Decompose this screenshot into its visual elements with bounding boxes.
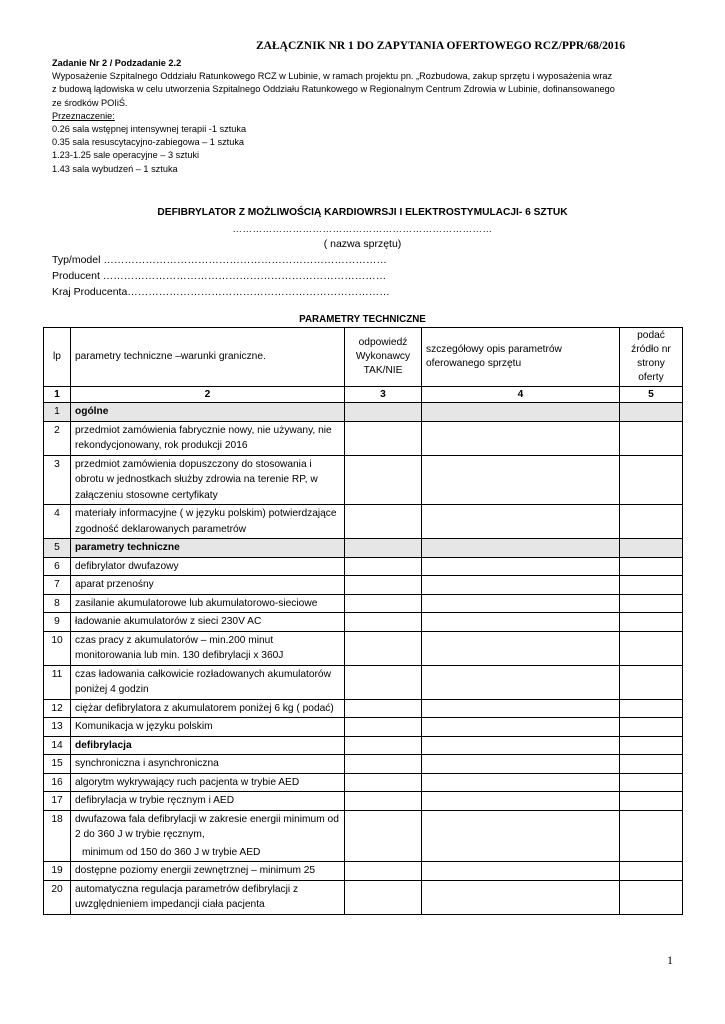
answer-cell[interactable] bbox=[345, 557, 422, 576]
row-parameter: przedmiot zamówienia dopuszczony do stosowania i obrotu w jednostkach służby zdrowia na terenie RP, w załączeniu stosowne certyfikaty bbox=[71, 455, 345, 505]
answer-cell[interactable] bbox=[345, 594, 422, 613]
row-lp: 3 bbox=[44, 455, 71, 505]
purpose-label: Przeznaczenie: bbox=[52, 110, 115, 121]
table-row bbox=[44, 403, 683, 422]
row-lp: 16 bbox=[44, 773, 71, 792]
purpose-item: 0.35 sala resuscytacyjno-zabiegowa – 1 sztuka bbox=[52, 137, 245, 148]
table-row bbox=[44, 539, 683, 558]
row-lp: 20 bbox=[44, 880, 71, 914]
row-parameter: materiały informacyjne ( w języku polskim) potwierdzające zgodność deklarowanych parametrów bbox=[71, 505, 345, 539]
table-row bbox=[44, 736, 683, 755]
device-name-dots: …………………………………………………………………… bbox=[232, 224, 493, 235]
row-lp: 18 bbox=[44, 810, 71, 862]
answer-cell[interactable] bbox=[345, 539, 422, 558]
description-cell[interactable] bbox=[422, 665, 620, 699]
column-number: 1 bbox=[44, 387, 71, 403]
source-cell[interactable] bbox=[620, 613, 683, 632]
description-cell[interactable] bbox=[422, 755, 620, 774]
table-row bbox=[44, 718, 683, 737]
row-lp: 5 bbox=[44, 539, 71, 558]
description-cell[interactable] bbox=[422, 557, 620, 576]
table-row bbox=[44, 576, 683, 595]
producer-country-field: Kraj Producenta………………………………………………………………… bbox=[52, 286, 390, 298]
row-lp: 2 bbox=[44, 421, 71, 455]
description-line: Wyposażenie Szpitalnego Oddziału Ratunkowego RCZ w Lubinie, w ramach projektu pn. „Rozbudowa, zakup sprzętu i wyposażenia wraz bbox=[52, 71, 613, 82]
page-number: 1 bbox=[667, 953, 673, 967]
row-lp: 7 bbox=[44, 576, 71, 595]
table-row bbox=[44, 421, 683, 455]
source-cell[interactable] bbox=[620, 421, 683, 455]
row-parameter: czas ładowania całkowicie rozładowanych akumulatorów poniżej 4 godzin bbox=[71, 665, 345, 699]
header-lp: lp bbox=[44, 328, 71, 387]
header-parameters: parametry techniczne –warunki graniczne. bbox=[71, 328, 345, 387]
column-number-row bbox=[44, 387, 683, 403]
answer-cell[interactable] bbox=[345, 773, 422, 792]
producer-field: Producent ……………………………………………………………………… bbox=[52, 270, 387, 282]
row-parameter: ładowanie akumulatorów z sieci 230V AC bbox=[71, 613, 345, 632]
source-cell[interactable] bbox=[620, 665, 683, 699]
row-parameter-continued: minimum od 150 do 360 J w trybie AED bbox=[82, 846, 261, 858]
row-parameter: defibrylacja w trybie ręcznym i AED bbox=[71, 792, 345, 811]
header-answer: odpowiedź Wykonawcy TAK/NIE bbox=[345, 328, 422, 387]
description-cell[interactable] bbox=[422, 810, 620, 862]
description-cell[interactable] bbox=[422, 594, 620, 613]
row-parameter: algorytm wykrywający ruch pacjenta w trybie AED bbox=[71, 773, 345, 792]
source-cell[interactable] bbox=[620, 736, 683, 755]
row-lp: 14 bbox=[44, 736, 71, 755]
source-cell[interactable] bbox=[620, 539, 683, 558]
row-parameter: aparat przenośny bbox=[71, 576, 345, 595]
table-header-row bbox=[44, 328, 683, 387]
row-parameter-multi bbox=[71, 810, 345, 862]
column-number: 2 bbox=[71, 387, 345, 403]
source-cell[interactable] bbox=[620, 862, 683, 881]
row-parameter: synchroniczna i asynchroniczna bbox=[71, 755, 345, 774]
answer-cell[interactable] bbox=[345, 862, 422, 881]
table-row bbox=[44, 699, 683, 718]
description-line: z budową lądowiska w celu utworzenia Szpitalnego Oddziału Ratunkowego w Regionalnym Centrum Zdrowia w Lubinie, dofinansowanego bbox=[52, 84, 615, 95]
row-lp: 1 bbox=[44, 403, 71, 422]
answer-cell[interactable] bbox=[345, 755, 422, 774]
source-cell[interactable] bbox=[620, 755, 683, 774]
purpose-item: 1.23-1.25 sale operacyjne – 3 sztuki bbox=[52, 150, 200, 161]
row-lp: 15 bbox=[44, 755, 71, 774]
row-parameter: czas pracy z akumulatorów – min.200 minut monitorowania lub min. 130 defibrylacji x 360J bbox=[71, 631, 345, 665]
row-lp: 19 bbox=[44, 862, 71, 881]
description-cell[interactable] bbox=[422, 862, 620, 881]
table-row bbox=[44, 792, 683, 811]
column-number: 3 bbox=[345, 387, 422, 403]
source-cell[interactable] bbox=[620, 810, 683, 862]
row-lp: 6 bbox=[44, 557, 71, 576]
source-cell[interactable] bbox=[620, 880, 683, 914]
description-cell[interactable] bbox=[422, 718, 620, 737]
description-cell[interactable] bbox=[422, 576, 620, 595]
row-parameter: ogólne bbox=[71, 403, 345, 422]
row-parameter: parametry techniczne bbox=[71, 539, 345, 558]
source-cell[interactable] bbox=[620, 699, 683, 718]
table-row bbox=[44, 557, 683, 576]
row-parameter: przedmiot zamówienia fabrycznie nowy, nie używany, nie rekondycjonowany, rok produkcji 2016 bbox=[71, 421, 345, 455]
table-row bbox=[44, 505, 683, 539]
purpose-item: 1.43 sala wybudzeń – 1 sztuka bbox=[52, 163, 178, 174]
device-title: DEFIBRYLATOR Z MOŻLIWOŚCIĄ KARDIOWRSJI I ELEKTROSTYMULACJI- 6 SZTUK bbox=[157, 207, 568, 218]
description-line: ze środków POIiŚ. bbox=[52, 97, 128, 108]
table-row bbox=[44, 773, 683, 792]
answer-cell[interactable] bbox=[345, 810, 422, 862]
answer-cell[interactable] bbox=[345, 736, 422, 755]
table-row bbox=[44, 665, 683, 699]
source-cell[interactable] bbox=[620, 455, 683, 505]
row-lp: 9 bbox=[44, 613, 71, 632]
answer-cell[interactable] bbox=[345, 576, 422, 595]
source-cell[interactable] bbox=[620, 792, 683, 811]
answer-cell[interactable] bbox=[345, 665, 422, 699]
description-cell[interactable] bbox=[422, 613, 620, 632]
row-lp: 12 bbox=[44, 699, 71, 718]
task-label: Zadanie Nr 2 / Podzadanie 2.2 bbox=[52, 58, 182, 68]
table-row bbox=[44, 810, 683, 862]
answer-cell[interactable] bbox=[345, 792, 422, 811]
description-cell[interactable] bbox=[422, 699, 620, 718]
source-cell[interactable] bbox=[620, 631, 683, 665]
purpose-item: 0.26 sala wstępnej intensywnej terapii -1 sztuka bbox=[52, 124, 247, 135]
source-cell[interactable] bbox=[620, 557, 683, 576]
column-number: 5 bbox=[620, 387, 683, 403]
answer-cell[interactable] bbox=[345, 613, 422, 632]
description-cell[interactable] bbox=[422, 539, 620, 558]
type-model-field: Typ/model ……………………………………………………………………… bbox=[52, 254, 387, 266]
intro-section bbox=[52, 57, 680, 176]
table-row bbox=[44, 862, 683, 881]
table-row bbox=[44, 880, 683, 914]
source-cell[interactable] bbox=[620, 718, 683, 737]
row-lp: 17 bbox=[44, 792, 71, 811]
answer-cell[interactable] bbox=[345, 403, 422, 422]
source-cell[interactable] bbox=[620, 505, 683, 539]
header-source: podać źródło nr strony oferty bbox=[620, 328, 683, 387]
row-lp: 13 bbox=[44, 718, 71, 737]
source-cell[interactable] bbox=[620, 594, 683, 613]
row-parameter: defibrylator dwufazowy bbox=[71, 557, 345, 576]
answer-cell[interactable] bbox=[345, 718, 422, 737]
source-cell[interactable] bbox=[620, 576, 683, 595]
row-parameter: dwufazowa fala defibrylacji w zakresie energii minimum od 2 do 360 J w trybie ręcznym, bbox=[75, 813, 339, 840]
table-row bbox=[44, 455, 683, 505]
row-parameter: zasilanie akumulatorowe lub akumulatorowo-sieciowe bbox=[71, 594, 345, 613]
row-parameter: defibrylacja bbox=[71, 736, 345, 755]
description-cell[interactable] bbox=[422, 792, 620, 811]
answer-cell[interactable] bbox=[345, 880, 422, 914]
description-cell[interactable] bbox=[422, 421, 620, 455]
answer-cell[interactable] bbox=[345, 699, 422, 718]
description-cell[interactable] bbox=[422, 631, 620, 665]
answer-cell[interactable] bbox=[345, 455, 422, 505]
answer-cell[interactable] bbox=[345, 505, 422, 539]
row-lp: 11 bbox=[44, 665, 71, 699]
document-title: ZAŁĄCZNIK NR 1 DO ZAPYTANIA OFERTOWEGO RCZ/PPR/68/2016 bbox=[256, 40, 626, 52]
row-lp: 8 bbox=[44, 594, 71, 613]
description-cell[interactable] bbox=[422, 403, 620, 422]
answer-cell[interactable] bbox=[345, 631, 422, 665]
row-parameter: ciężar defibrylatora z akumulatorem poniżej 6 kg ( podać) bbox=[71, 699, 345, 718]
source-cell[interactable] bbox=[620, 403, 683, 422]
row-parameter: automatyczna regulacja parametrów defibrylacji z uwzględnieniem impedancji ciała pacjenta bbox=[71, 880, 345, 914]
column-number: 4 bbox=[422, 387, 620, 403]
description-cell[interactable] bbox=[422, 773, 620, 792]
table-row bbox=[44, 631, 683, 665]
device-name-label: ( nazwa sprzętu) bbox=[323, 238, 402, 250]
row-lp: 4 bbox=[44, 505, 71, 539]
description-cell[interactable] bbox=[422, 455, 620, 505]
table-row bbox=[44, 613, 683, 632]
description-cell[interactable] bbox=[422, 880, 620, 914]
row-parameter: dostępne poziomy energii zewnętrznej – minimum 25 bbox=[71, 862, 345, 881]
description-cell[interactable] bbox=[422, 736, 620, 755]
source-cell[interactable] bbox=[620, 773, 683, 792]
description-cell[interactable] bbox=[422, 505, 620, 539]
header-description: szczegółowy opis parametrów oferowanego sprzętu bbox=[422, 328, 620, 387]
row-parameter: Komunikacja w języku polskim bbox=[71, 718, 345, 737]
row-lp: 10 bbox=[44, 631, 71, 665]
table-row bbox=[44, 594, 683, 613]
parameters-table-title: PARAMETRY TECHNICZNE bbox=[299, 314, 426, 325]
answer-cell[interactable] bbox=[345, 421, 422, 455]
table-row bbox=[44, 755, 683, 774]
parameters-table bbox=[43, 327, 683, 915]
